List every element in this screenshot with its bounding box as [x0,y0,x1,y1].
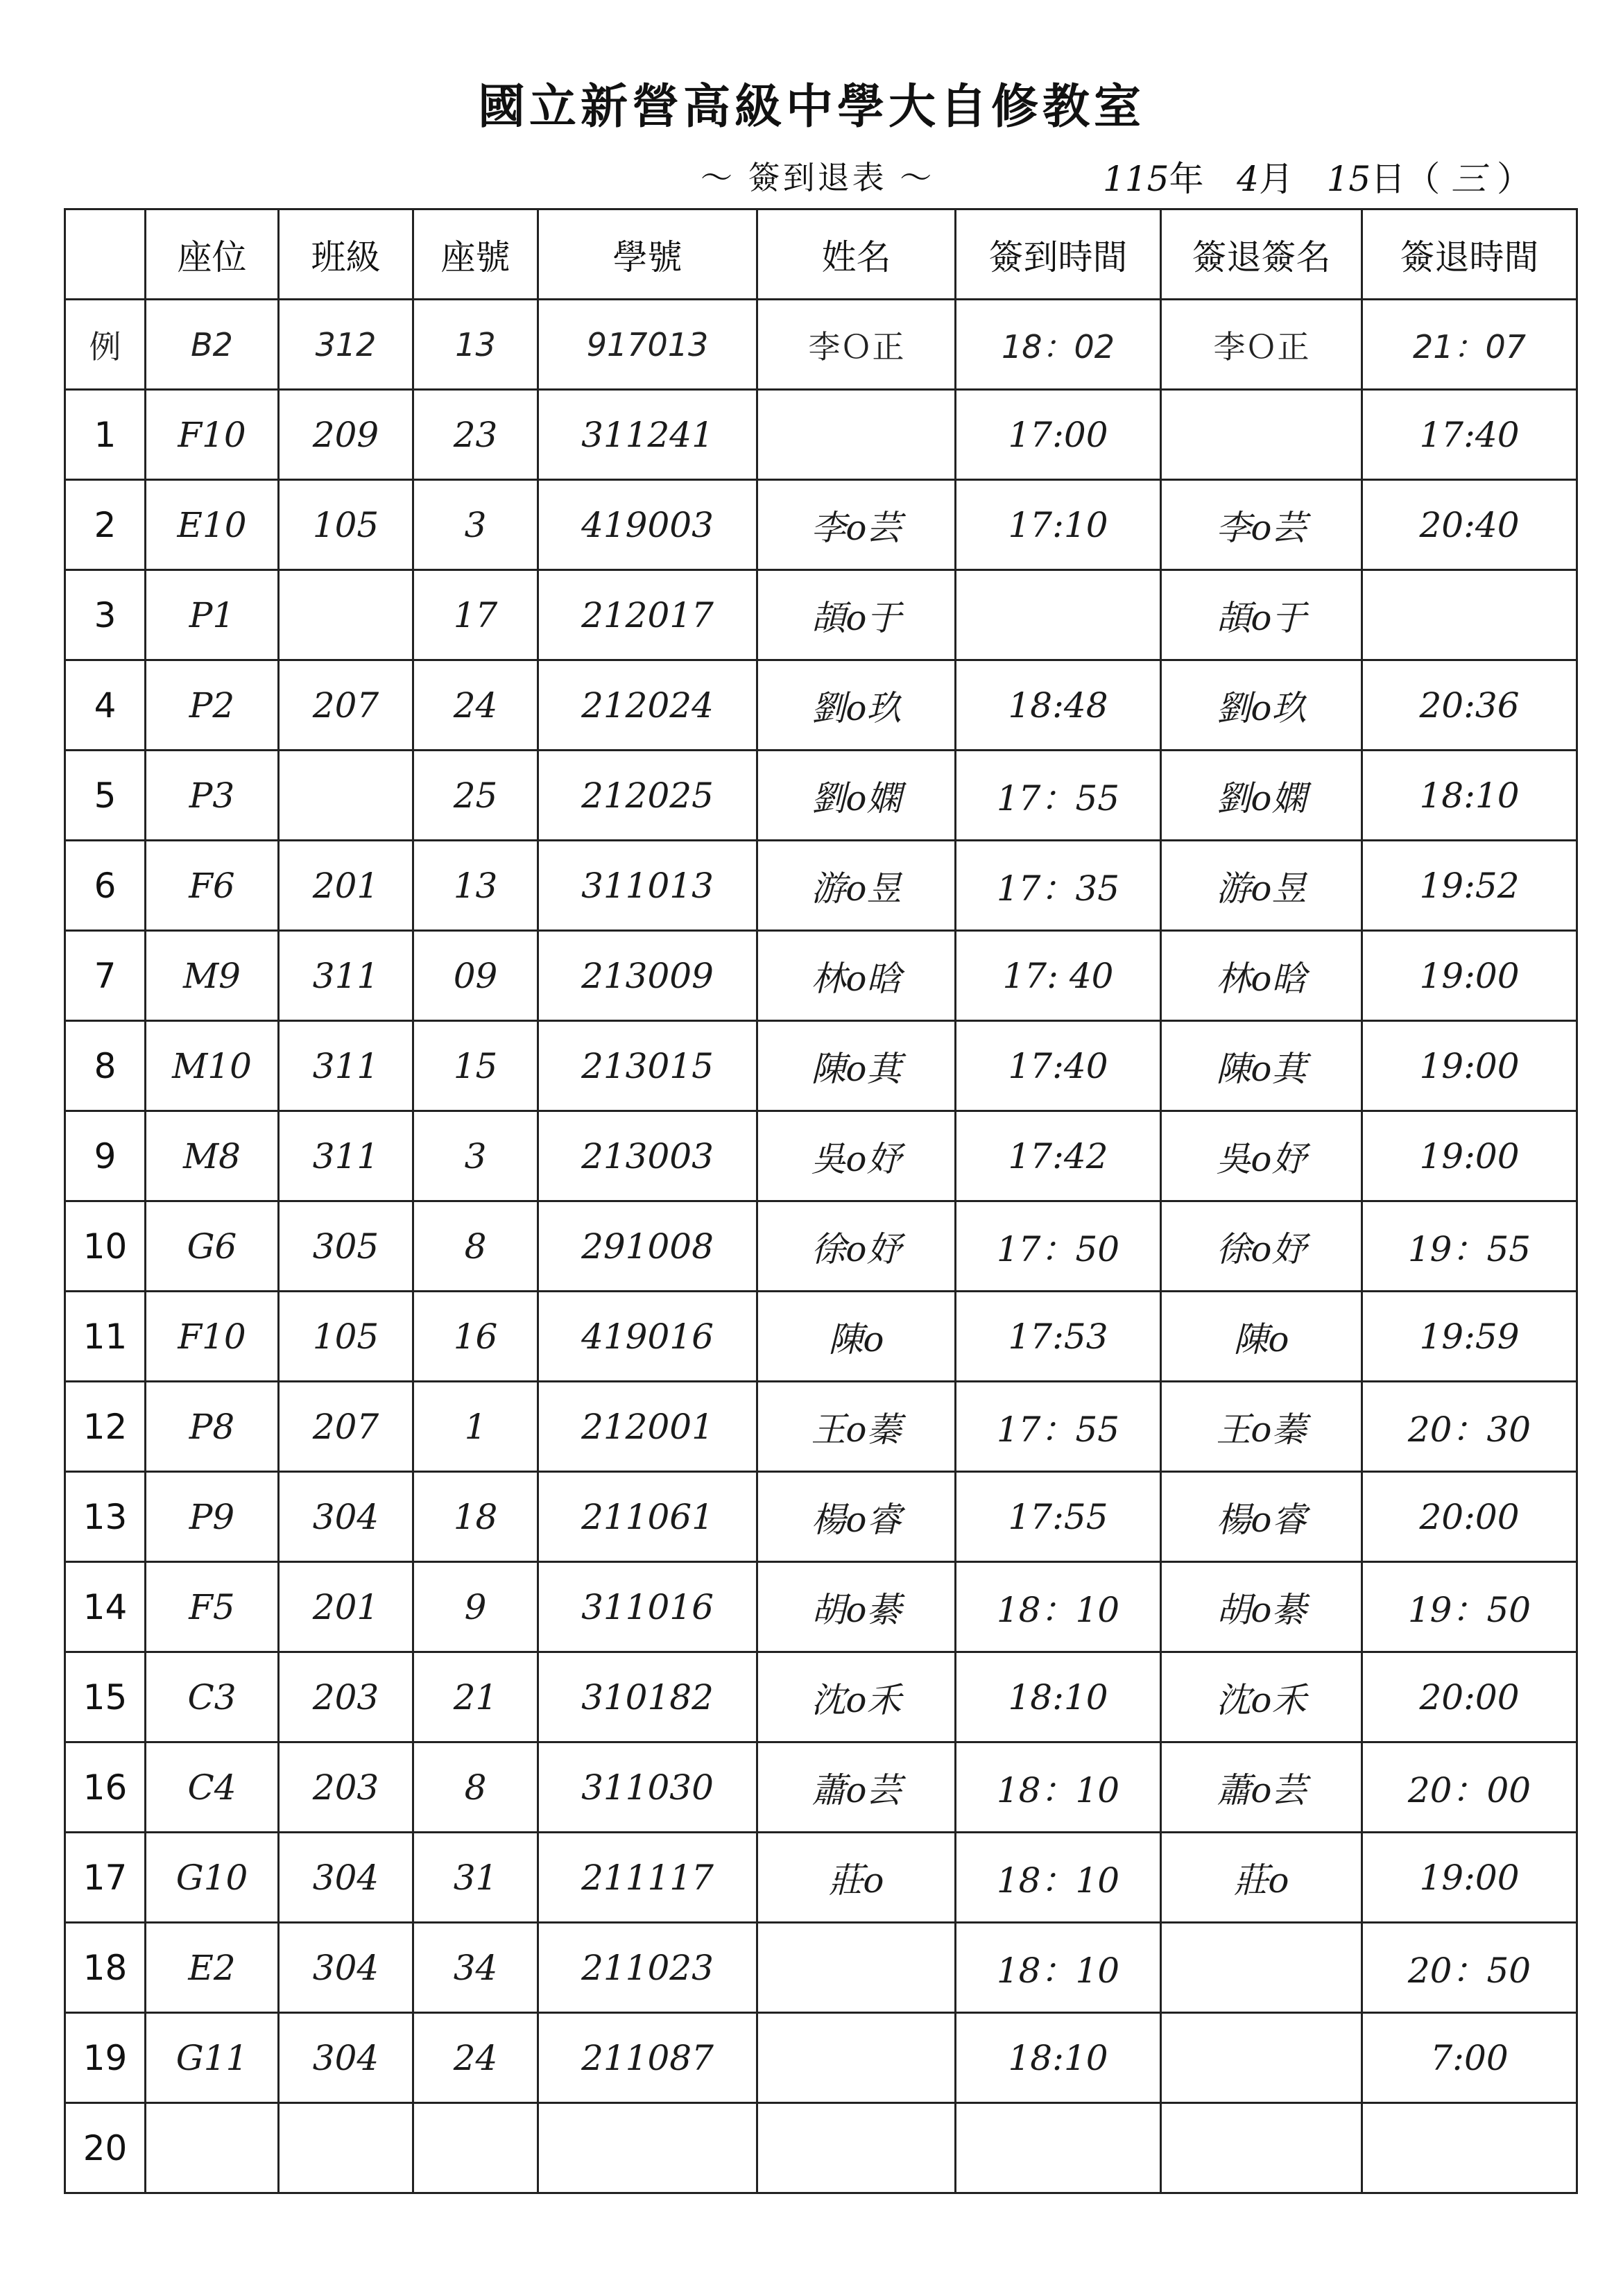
cell-class [279,2103,413,2193]
cell-checkin-time: 18：10 [956,1562,1161,1652]
cell-class: 304 [279,1472,413,1562]
cell-checkout-signature [1161,390,1362,480]
cell-class: 304 [279,1833,413,1923]
table-row [65,660,1577,751]
cell-checkout-time: 17:40 [1362,390,1577,480]
row-number: 19 [65,2013,146,2103]
cell-checkout-time: 20：00 [1362,1742,1577,1833]
col-header-checkout-time: 簽退時間 [1362,209,1577,300]
cell-seat: F10 [146,1292,279,1382]
cell-name: 沈o禾 [757,1652,956,1742]
cell-name: 徐o妤 [757,1201,956,1292]
table-row [65,1021,1577,1111]
row-number: 6 [65,841,146,931]
cell-checkout-signature: 莊o [1161,1833,1362,1923]
col-header-index [65,209,146,300]
cell-number: 31 [413,1833,538,1923]
cell-checkin-time: 17：50 [956,1201,1161,1292]
cell-checkin-time: 17：35 [956,841,1161,931]
cell-student-id: 291008 [538,1201,757,1292]
cell-checkout-time [1362,570,1577,660]
cell-checkout-signature: 頡o于 [1161,570,1362,660]
cell-checkout-signature: 陳o [1161,1292,1362,1382]
date-year-unit: 年 [1169,159,1204,199]
cell-seat: G11 [146,2013,279,2103]
cell-checkout-time: 19:00 [1362,931,1577,1021]
cell-checkin-time: 17:53 [956,1292,1161,1382]
table-row [65,1562,1577,1652]
cell-name: 游o昱 [757,841,956,931]
cell-student-id: 311016 [538,1562,757,1652]
cell-name: 蕭o芸 [757,1742,956,1833]
cell-number: 17 [413,570,538,660]
cell-checkin-time [956,2103,1161,2193]
cell-number: 15 [413,1021,538,1111]
cell-student-id [538,2103,757,2193]
cell-student-id: 211061 [538,1472,757,1562]
cell-class: 203 [279,1742,413,1833]
cell-checkout-time: 20：50 [1362,1923,1577,2013]
table-row [65,390,1577,480]
example-student-id: 917013 [538,300,757,390]
example-name: 李Ｏ正 [757,300,956,390]
cell-name: 王o蓁 [757,1382,956,1472]
cell-class: 209 [279,390,413,480]
cell-name: 胡o綦 [757,1562,956,1652]
cell-checkout-signature: 胡o綦 [1161,1562,1362,1652]
row-number: 14 [65,1562,146,1652]
cell-student-id: 213009 [538,931,757,1021]
cell-checkout-signature: 林o晗 [1161,931,1362,1021]
cell-checkout-time: 19：55 [1362,1201,1577,1292]
cell-checkin-time: 18:48 [956,660,1161,751]
example-checkin: 18：02 [956,300,1161,390]
cell-class: 207 [279,1382,413,1472]
cell-name: 楊o睿 [757,1472,956,1562]
table-row [65,570,1577,660]
cell-seat: E10 [146,480,279,570]
cell-seat: C4 [146,1742,279,1833]
example-signature: 李Ｏ正 [1161,300,1362,390]
form-date: 115年 4月 15日（ 三 ） [1103,159,1532,199]
cell-student-id: 212001 [538,1382,757,1472]
row-number: 11 [65,1292,146,1382]
cell-student-id: 310182 [538,1652,757,1742]
date-year: 115 [1103,159,1169,199]
cell-checkout-time: 19：50 [1362,1562,1577,1652]
cell-name [757,1923,956,2013]
cell-checkout-signature: 徐o妤 [1161,1201,1362,1292]
cell-checkin-time: 18：10 [956,1923,1161,2013]
cell-class: 201 [279,1562,413,1652]
cell-checkin-time: 17:42 [956,1111,1161,1201]
cell-class: 203 [279,1652,413,1742]
col-header-class: 班級 [279,209,413,300]
row-number: 4 [65,660,146,751]
cell-student-id: 211117 [538,1833,757,1923]
cell-name: 李o芸 [757,480,956,570]
cell-seat: P1 [146,570,279,660]
cell-student-id: 419016 [538,1292,757,1382]
cell-class: 105 [279,1292,413,1382]
cell-seat: P9 [146,1472,279,1562]
cell-checkin-time: 18：10 [956,1833,1161,1923]
cell-student-id: 311013 [538,841,757,931]
cell-checkout-time: 19:00 [1362,1833,1577,1923]
row-number: 7 [65,931,146,1021]
table-row [65,1111,1577,1201]
cell-student-id: 213015 [538,1021,757,1111]
cell-student-id: 211023 [538,1923,757,2013]
row-number: 8 [65,1021,146,1111]
row-number: 1 [65,390,146,480]
date-month: 4 [1237,159,1259,199]
table-row [65,1833,1577,1923]
cell-checkin-time: 18:10 [956,1652,1161,1742]
cell-number: 24 [413,660,538,751]
col-header-seat: 座位 [146,209,279,300]
example-class: 312 [279,300,413,390]
cell-student-id: 213003 [538,1111,757,1201]
col-header-name: 姓名 [757,209,956,300]
cell-checkout-time: 20:00 [1362,1652,1577,1742]
cell-student-id: 212025 [538,751,757,841]
cell-checkin-time: 17:55 [956,1472,1161,1562]
cell-seat: M8 [146,1111,279,1201]
cell-seat: P8 [146,1382,279,1472]
cell-checkout-signature: 吳o妤 [1161,1111,1362,1201]
cell-checkout-signature: 楊o睿 [1161,1472,1362,1562]
cell-checkin-time: 17:00 [956,390,1161,480]
cell-number: 25 [413,751,538,841]
example-seat: B2 [146,300,279,390]
cell-checkout-time: 19:00 [1362,1111,1577,1201]
cell-seat: M10 [146,1021,279,1111]
cell-student-id: 211087 [538,2013,757,2103]
table-row [65,841,1577,931]
table-row [65,480,1577,570]
cell-checkout-signature: 劉o嫻 [1161,751,1362,841]
cell-checkout-signature: 沈o禾 [1161,1652,1362,1742]
sign-in-table [64,208,1578,2194]
cell-class: 311 [279,1021,413,1111]
cell-number: 24 [413,2013,538,2103]
cell-checkin-time: 18:10 [956,2013,1161,2103]
cell-checkout-signature: 劉o玖 [1161,660,1362,751]
cell-checkout-time: 19:52 [1362,841,1577,931]
table-row [65,2103,1577,2193]
cell-number: 16 [413,1292,538,1382]
cell-seat: F5 [146,1562,279,1652]
cell-name: 劉o玖 [757,660,956,751]
table-row [65,1201,1577,1292]
table-row [65,1923,1577,2013]
cell-name: 林o晗 [757,931,956,1021]
cell-seat: E2 [146,1923,279,2013]
cell-checkin-time: 17：55 [956,1382,1161,1472]
cell-name [757,390,956,480]
row-number: 10 [65,1201,146,1292]
cell-number: 09 [413,931,538,1021]
cell-class: 105 [279,480,413,570]
cell-class: 201 [279,841,413,931]
cell-number: 1 [413,1382,538,1472]
cell-class: 311 [279,931,413,1021]
header-row [65,209,1577,300]
cell-name: 劉o嫻 [757,751,956,841]
cell-name: 陳o [757,1292,956,1382]
table-row [65,1652,1577,1742]
cell-checkin-time [956,570,1161,660]
row-number: 17 [65,1833,146,1923]
cell-checkout-time: 19:59 [1362,1292,1577,1382]
cell-checkout-signature [1161,1923,1362,2013]
cell-checkout-time: 20:36 [1362,660,1577,751]
table-row [65,1472,1577,1562]
cell-checkin-time: 17：55 [956,751,1161,841]
cell-student-id: 212017 [538,570,757,660]
cell-class: 304 [279,2013,413,2103]
cell-class: 304 [279,1923,413,2013]
cell-checkin-time: 17:40 [956,1021,1161,1111]
cell-seat [146,2103,279,2193]
cell-checkout-signature: 陳o萁 [1161,1021,1362,1111]
cell-name [757,2103,956,2193]
cell-checkout-time: 20:40 [1362,480,1577,570]
cell-number: 9 [413,1562,538,1652]
row-number: 2 [65,480,146,570]
table-row [65,931,1577,1021]
cell-student-id: 311030 [538,1742,757,1833]
cell-class: 311 [279,1111,413,1201]
date-weekday: 三 [1451,159,1486,199]
cell-checkout-time: 20:00 [1362,1472,1577,1562]
row-number: 3 [65,570,146,660]
cell-checkin-time: 18：10 [956,1742,1161,1833]
row-number: 13 [65,1472,146,1562]
cell-seat: P2 [146,660,279,751]
date-month-unit: 月 [1258,159,1294,199]
cell-seat: G6 [146,1201,279,1292]
row-number: 9 [65,1111,146,1201]
table-row [65,751,1577,841]
example-checkout: 21：07 [1362,300,1577,390]
table-row [65,2013,1577,2103]
cell-checkout-time: 18:10 [1362,751,1577,841]
table-row [65,1742,1577,1833]
cell-number: 3 [413,1111,538,1201]
table-row [65,1382,1577,1472]
page-title: 國立新營高級中學大自修教室 [477,79,1145,135]
cell-seat: C3 [146,1652,279,1742]
cell-seat: G10 [146,1833,279,1923]
cell-checkout-time: 20：30 [1362,1382,1577,1472]
cell-checkout-signature: 游o昱 [1161,841,1362,931]
cell-name: 莊o [757,1833,956,1923]
cell-checkout-signature [1161,2013,1362,2103]
cell-student-id: 212024 [538,660,757,751]
cell-class [279,570,413,660]
row-number: 16 [65,1742,146,1833]
table-row [65,1292,1577,1382]
row-number: 15 [65,1652,146,1742]
cell-checkin-time: 17:10 [956,480,1161,570]
cell-number: 34 [413,1923,538,2013]
col-header-number: 座號 [413,209,538,300]
cell-checkout-signature: 李o芸 [1161,480,1362,570]
cell-number: 8 [413,1742,538,1833]
cell-checkout-signature [1161,2103,1362,2193]
cell-name [757,2013,956,2103]
date-day-unit: 日 [1371,159,1406,199]
cell-checkout-time [1362,2103,1577,2193]
row-number: 20 [65,2103,146,2193]
cell-checkin-time: 17: 40 [956,931,1161,1021]
cell-seat: F6 [146,841,279,931]
col-header-checkout-signature: 簽退簽名 [1161,209,1362,300]
cell-name: 頡o于 [757,570,956,660]
cell-checkout-time: 19:00 [1362,1021,1577,1111]
cell-number [413,2103,538,2193]
cell-number: 8 [413,1201,538,1292]
row-number: 12 [65,1382,146,1472]
cell-name: 陳o萁 [757,1021,956,1111]
cell-student-id: 419003 [538,480,757,570]
cell-class: 305 [279,1201,413,1292]
example-label: 例 [65,300,146,390]
cell-student-id: 311241 [538,390,757,480]
cell-checkout-signature: 王o蓁 [1161,1382,1362,1472]
cell-name: 吳o妤 [757,1111,956,1201]
col-header-checkin-time: 簽到時間 [956,209,1161,300]
cell-number: 3 [413,480,538,570]
cell-class: 207 [279,660,413,751]
form-subtitle: ～ 簽到退表 ～ [701,159,935,196]
cell-number: 18 [413,1472,538,1562]
cell-number: 23 [413,390,538,480]
example-row [65,300,1577,390]
cell-number: 13 [413,841,538,931]
date-day: 15 [1326,159,1371,199]
example-number: 13 [413,300,538,390]
cell-seat: M9 [146,931,279,1021]
row-number: 18 [65,1923,146,2013]
row-number: 5 [65,751,146,841]
col-header-student-id: 學號 [538,209,757,300]
cell-checkout-signature: 蕭o芸 [1161,1742,1362,1833]
cell-seat: P3 [146,751,279,841]
cell-checkout-time: 7:00 [1362,2013,1577,2103]
cell-class [279,751,413,841]
cell-seat: F10 [146,390,279,480]
cell-number: 21 [413,1652,538,1742]
